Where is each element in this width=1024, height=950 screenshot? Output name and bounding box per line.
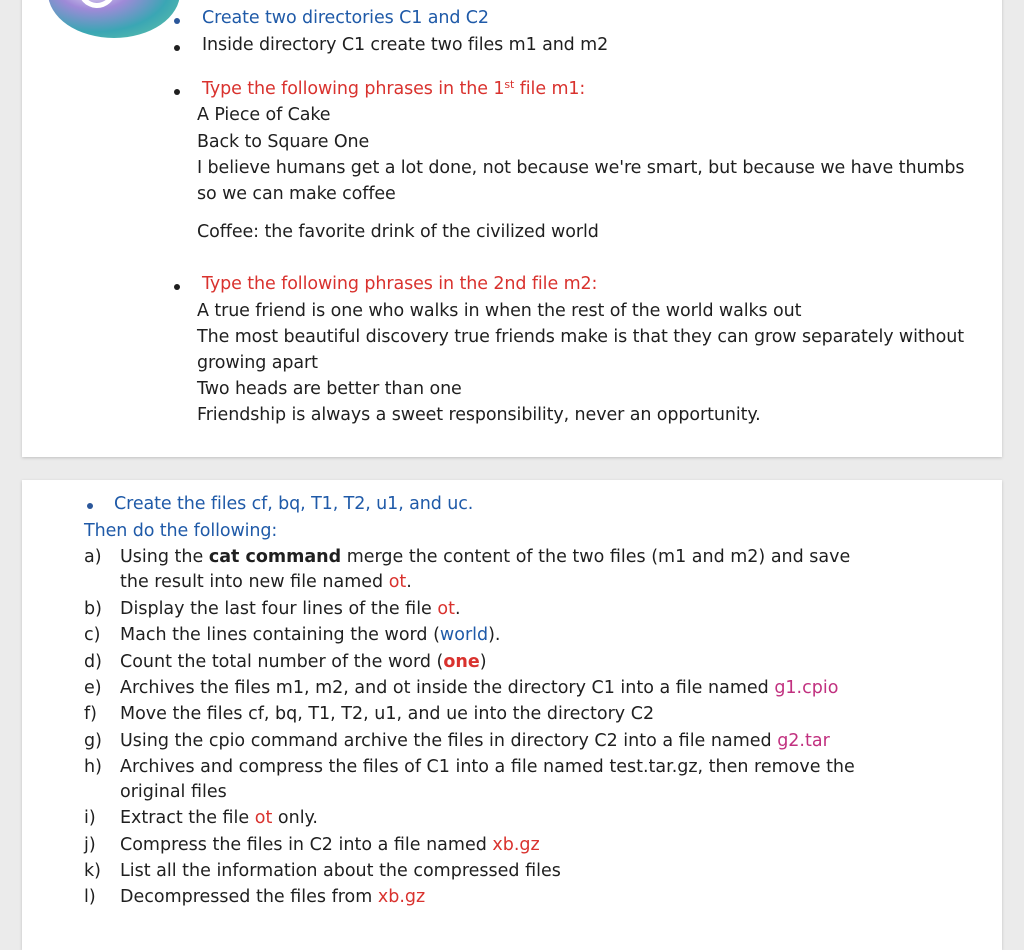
m1-line: so we can make coffee — [197, 184, 396, 204]
bullet-dot — [174, 284, 180, 290]
logo-icon — [48, 0, 180, 38]
step-create-more-files: Create the files cf, bq, T1, T2, u1, and uc. — [114, 494, 474, 514]
m1-line: Coffee: the favorite drink of the civilized world — [197, 222, 599, 242]
bullet-dot — [174, 89, 180, 95]
step-type-m2: Type the following phrases in the 2nd file m2: — [202, 274, 598, 294]
bullet-dot — [174, 45, 180, 51]
step-create-files: Inside directory C1 create two files m1 and m2 — [202, 35, 609, 55]
step-type-m1: Type the following phrases in the 1st file m1: — [202, 78, 586, 99]
m2-line: The most beautiful discovery true friends make is that they can grow separately without — [197, 327, 965, 347]
m1-line: I believe humans get a lot done, not because we're smart, but because we have thumbs — [197, 158, 965, 178]
instructions-card-top — [22, 0, 1002, 457]
m1-line: A Piece of Cake — [197, 105, 331, 125]
m2-line: Two heads are better than one — [197, 379, 462, 399]
tasks-intro: Then do the following: — [84, 521, 278, 541]
m2-line: Friendship is always a sweet responsibility, never an opportunity. — [197, 405, 761, 425]
m1-line: Back to Square One — [197, 132, 370, 152]
m2-line: growing apart — [197, 353, 318, 373]
instructions-card-bottom: Create the files cf, bq, T1, T2, u1, and uc. Then do the following: a) Using the cat command merge the content of the two files (m1 and m2) and save the result into new file named ot. b) Display the last four lines of the file ot. c) Mach the lines containing the word (world). d) Count the total number of the word (one) e) Archives the files m1, m2, and ot inside the directory C1 into a file named g1.cpio f) Move the files cf, bq, T1, T2, u1, and ue into the directory C2 g) Using the cpio command archive the files in directory C2 into a file named g2.tar h) Archives and compress the files of C1 into a file named test.tar.gz, then remove the original files i) Extract the file ot only. j) Compress the files in C2 into a file named xb.gz k) List all the information about the compressed files l) Decompressed the files from xb.gz — [22, 480, 1002, 950]
bullet-dot — [174, 18, 180, 24]
bullet-dot — [87, 503, 93, 509]
m2-line: A true friend is one who walks in when the rest of the world walks out — [197, 301, 802, 321]
step-create-directories: Create two directories C1 and C2 — [202, 8, 489, 28]
